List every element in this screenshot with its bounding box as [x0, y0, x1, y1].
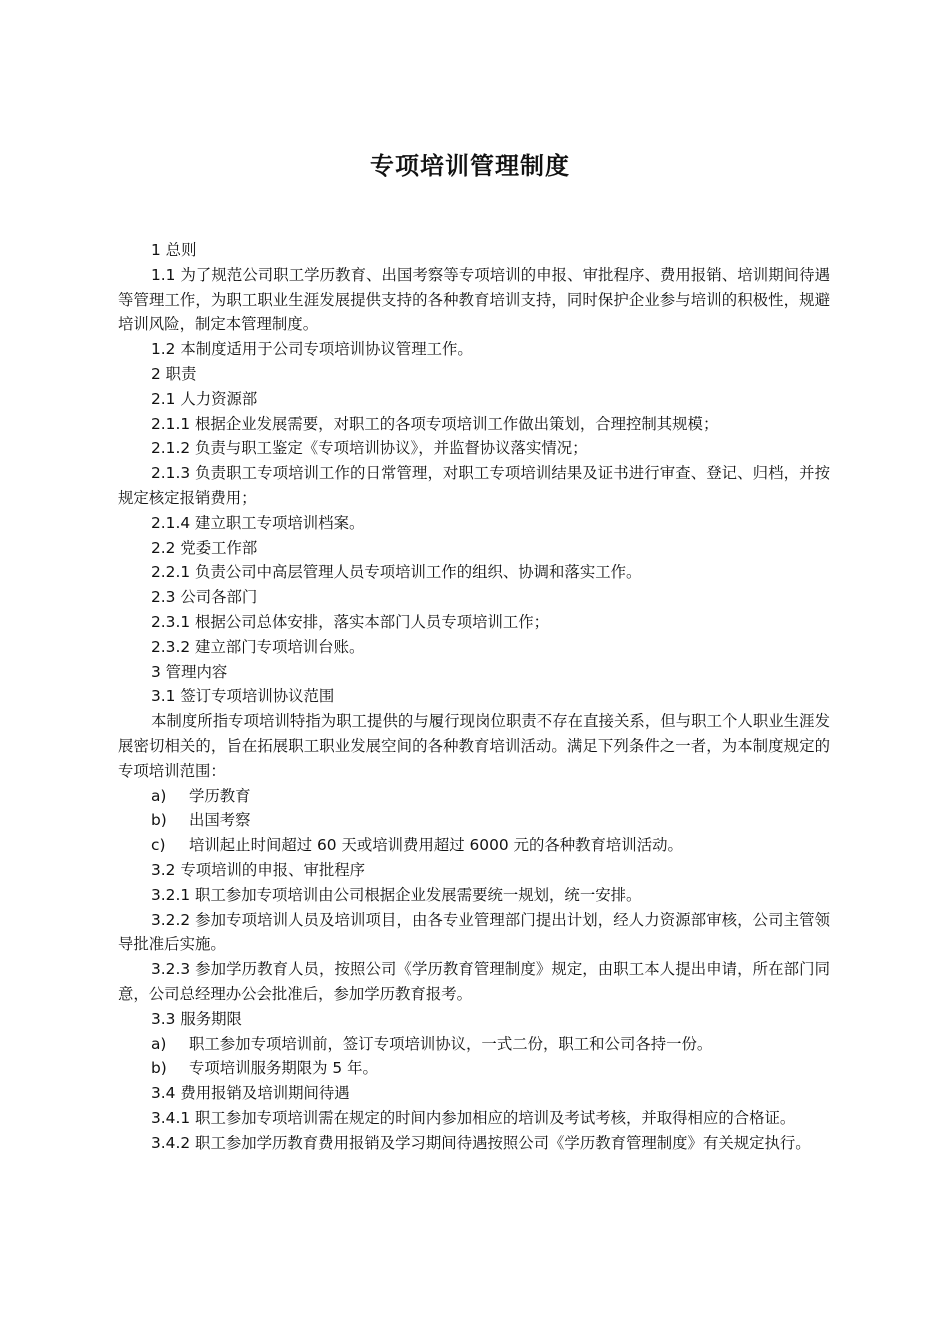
list-item	[118, 808, 830, 833]
subsection-heading: 3.2 专项培训的申报、审批程序	[151, 860, 366, 879]
list-label: a)	[151, 786, 167, 805]
list-label: c)	[151, 836, 166, 855]
paragraph: 3.2.2 参加专项培训人员及培训项目，由各专业管理部门提出计划，经人力资源部审核，公司主管领导批准后实施。	[118, 910, 830, 954]
paragraph: 2.2.1 负责公司中高层管理人员专项培训工作的组织、协调和落实工作。	[151, 563, 642, 582]
document-body	[118, 238, 830, 1155]
paragraph: 2.1.1 根据企业发展需要，对职工的各项专项培训工作做出策划，合理控制其规模；	[151, 414, 719, 433]
list-text: 学历教育	[189, 786, 251, 805]
subsection-heading: 3.4 费用报销及培训期间待遇	[151, 1084, 350, 1103]
list-text: 出国考察	[189, 811, 251, 830]
paragraph: 本制度所指专项培训特指为职工提供的与履行现岗位职责不存在直接关系，但与职工个人职业生涯发展密切相关的，旨在拓展职工职业发展空间的各种教育培训活动。满足下列条件之一者，为本制度规定的专项培训范围：	[118, 712, 830, 780]
section-heading: 2 职责	[151, 364, 197, 383]
paragraph: 2.1.4 建立职工专项培训档案。	[151, 513, 365, 532]
paragraph: 2.3.2 建立部门专项培训台账。	[151, 637, 365, 656]
list-label: a)	[151, 1034, 167, 1053]
list-label: b)	[151, 1059, 167, 1078]
paragraph: 2.1.3 负责职工专项培训工作的日常管理，对职工专项培训结果及证书进行审查、登记、归档，并按规定核定报销费用；	[118, 464, 830, 507]
paragraph: 3.4.2 职工参加学历教育费用报销及学习期间待遇按照公司《学历教育管理制度》有关规定执行。	[151, 1133, 811, 1152]
paragraph: 3.2.1 职工参加专项培训由公司根据企业发展需要统一规划，统一安排。	[151, 885, 642, 904]
subsection-heading: 3.1 签订专项培训协议范围	[151, 687, 335, 706]
list-text: 专项培训服务期限为 5 年。	[189, 1059, 378, 1078]
paragraph: 1.2 本制度适用于公司专项培训协议管理工作。	[151, 340, 473, 359]
subsection-heading: 2.1 人力资源部	[151, 389, 258, 408]
paragraph: 3.2.3 参加学历教育人员，按照公司《学历教育管理制度》规定，由职工本人提出申请，所在部门同意，公司总经理办公会批准后，参加学历教育报考。	[118, 960, 830, 1003]
subsection-heading: 2.3 公司各部门	[151, 588, 258, 607]
section-heading: 3 管理内容	[151, 662, 228, 681]
list-item	[118, 833, 830, 858]
paragraph: 3.4.1 职工参加专项培训需在规定的时间内参加相应的培训及考试考核，并取得相应的合格证。	[151, 1108, 796, 1127]
page-title: 专项培训管理制度	[370, 152, 570, 180]
subsection-heading: 3.3 服务期限	[151, 1009, 242, 1028]
list-item	[118, 1032, 830, 1057]
paragraph: 2.1.2 负责与职工鉴定《专项培训协议》，并监督协议落实情况；	[151, 439, 588, 458]
list-item	[118, 784, 830, 809]
paragraph: 2.3.1 根据公司总体安排，落实本部门人员专项培训工作；	[151, 612, 550, 631]
list-label: b)	[151, 811, 167, 830]
subsection-heading: 2.2 党委工作部	[151, 538, 258, 557]
section-heading: 1 总则	[151, 241, 197, 259]
list-text: 职工参加专项培训前，签订专项培训协议，一式二份，职工和公司各持一份。	[189, 1034, 713, 1053]
list-item	[118, 1056, 830, 1081]
list-text: 培训起止时间超过 60 天或培训费用超过 6000 元的各种教育培训活动。	[189, 836, 683, 855]
paragraph: 1.1 为了规范公司职工学历教育、出国考察等专项培训的申报、审批程序、费用报销、培训期间待遇等管理工作，为职工职业生涯发展提供支持的各种教育培训支持，同时保护企业参与培训的积极性，规避培训风险，制定本管理制度。	[118, 265, 830, 334]
